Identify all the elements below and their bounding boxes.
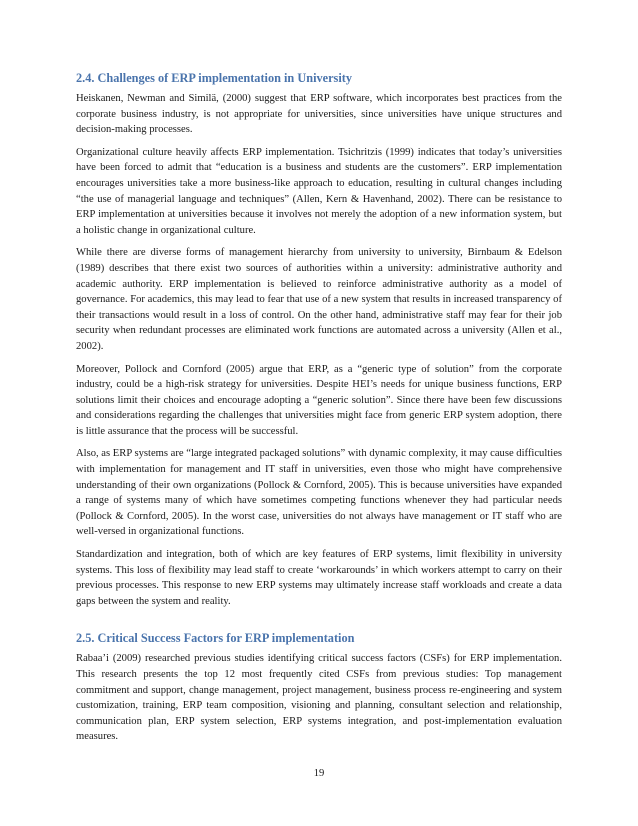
paragraph: Organizational culture heavily affects ERP implementation. Tsichritzis (1999) indicates that today’s universities have been forced to admit that “education is a business and students are the customers”. ERP implementation encourages universities take a more business-like approach to education, resulting in cultural changes including “the use of managerial language and techniques” (Allen, Kern & Havenhand, 2002). There can be resistance to ERP implementation at universities because it involves not merely the adoption of a new information system, but a holistic change in organizational culture. <box>76 146 562 236</box>
paragraph: Rabaa’i (2009) researched previous studies identifying critical success factors (CSFs) for ERP implementation. This research presents the top 12 most frequently cited CSFs from previous studies: Top management commitment and support, change management, project management, business process re-engineering and system customization, training, ERP team composition, visioning and planning, consultant selection and relationship, communication plan, ERP system selection, ERP systems integration, and post-implementation evaluation measures. <box>76 653 562 743</box>
paragraph: While there are diverse forms of management hierarchy from university to university, Birnbaum & Edelson (1989) describes that there exist two sources of authorities within a university: administrative authority and academic authority. ERP implementation is believed to reinforce administrative authority as a model of governance. For academics, this may lead to fear that use of a new system that results in increased transparency of their transactions would result in a loss of control. On the other hand, administrative staff may fear for their job security when redundant processes are eliminated work functions are automated across a university (Allen et al., 2002). <box>76 247 562 352</box>
paragraph: Also, as ERP systems are “large integrated packaged solutions” with dynamic complexity, it may cause difficulties with implementation for management and IT staff in universities, even those who might have comprehensive understanding of their own organizations (Pollock & Cornford, 2005). This is because universities have expanded a range of systems many of which have sometimes competing functions whenever they had particular needs (Pollock & Cornford, 2005). In the worst case, universities do not always have management or IT staff who are well-versed in organizational functions. <box>76 448 563 538</box>
paragraph: Moreover, Pollock and Cornford (2005) argue that ERP, as a “generic type of solution” from the corporate industry, could be a high-risk strategy for universities. Despite HEI’s needs for unique business functions, ERP solutions limit their choices and encourage adopting a “generic solution”. Since there have been few discussions and considerations regarding the challenges that universities might face from generic ERP system adoption, there is little assurance that the process will be successful. <box>76 363 562 437</box>
page-content <box>76 70 562 752</box>
section-critical-success-factors <box>76 630 562 745</box>
section-spacer <box>76 616 562 630</box>
section-heading: 2.4. Challenges of ERP implementation in University <box>76 71 352 85</box>
paragraph: Heiskanen, Newman and Similä, (2000) suggest that ERP software, which incorporates best practices from the corporate business industry, is not appropriate for universities, since universities have unique structures and decision-making processes. <box>76 93 562 136</box>
paragraph: Standardization and integration, both of which are key features of ERP systems, limit flexibility in university systems. This loss of flexibility may lead staff to create ‘workarounds’ in which workers attempt to carry on their previous processes. This response to new ERP systems may ultimately increase staff workloads and create a data gaps between the system and reality. <box>76 549 562 607</box>
section-erp-challenges <box>76 70 562 609</box>
page-number: 19 <box>313 768 325 779</box>
section-heading: 2.5. Critical Success Factors for ERP implementation <box>76 631 355 646</box>
